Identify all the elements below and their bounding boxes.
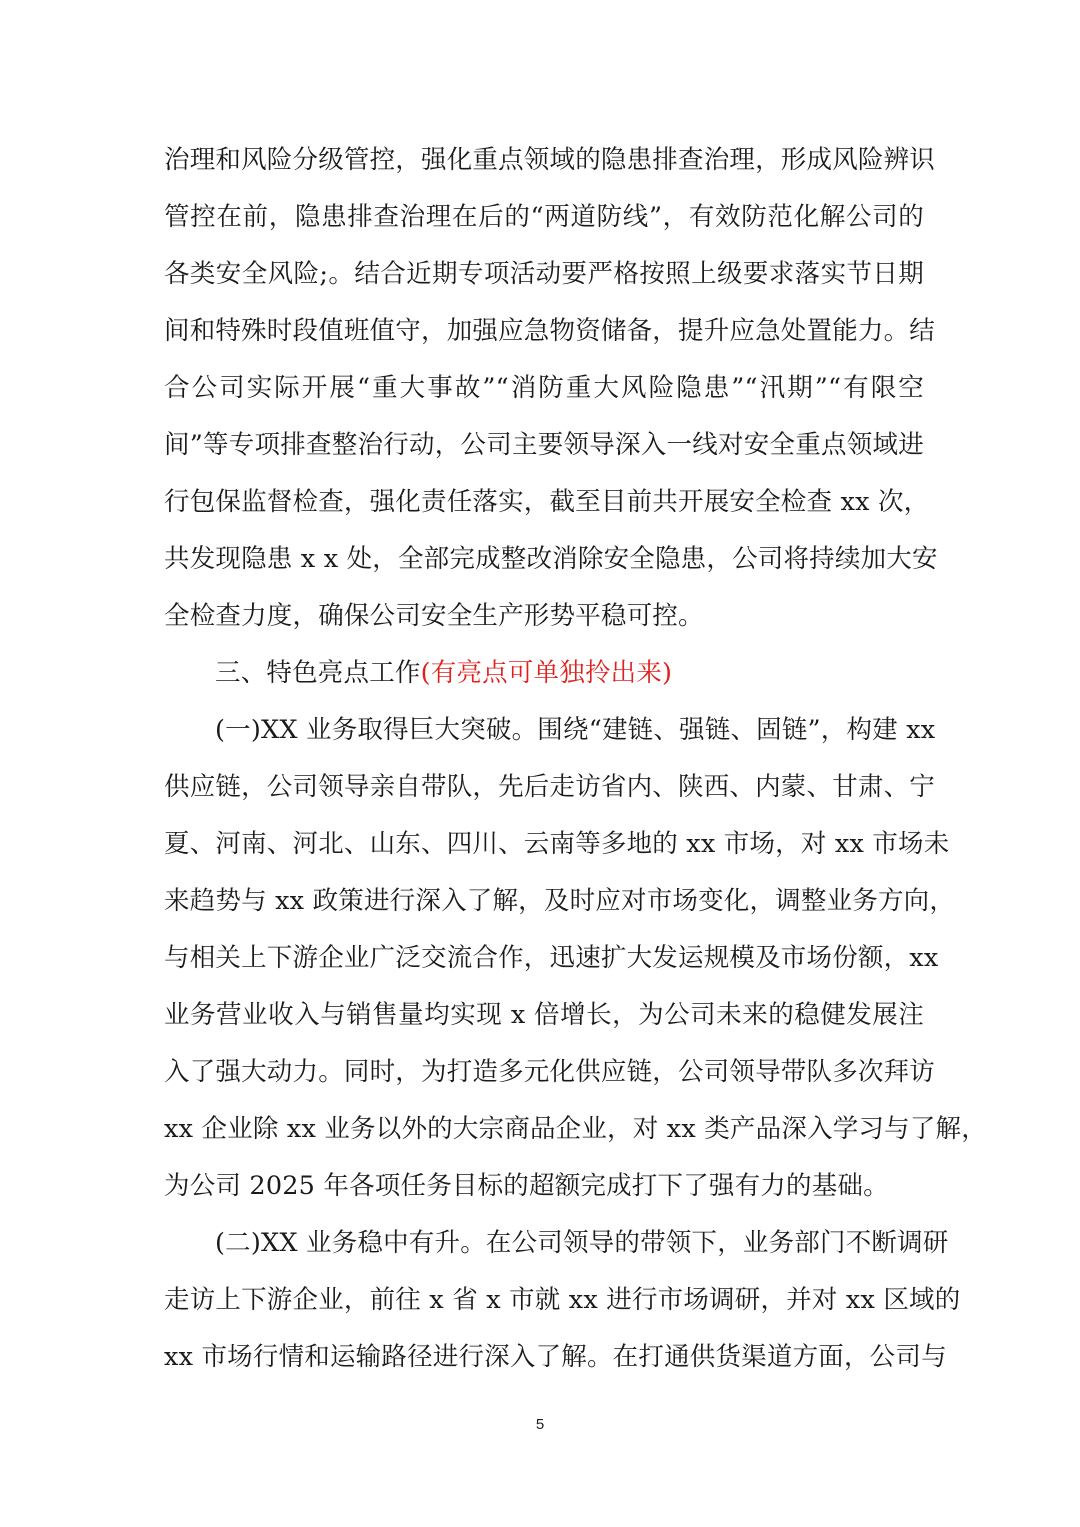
paragraph-line: 夏、河南、河北、山东、四川、云南等多地的 xx 市场，对 xx 市场未 — [164, 829, 950, 859]
paragraph-line: 合公司实际开展“重大事故”“消防重大风险隐患”“汛期”“有限空 — [164, 373, 924, 403]
paragraph-line: 供应链，公司领导亲自带队，先后走访省内、陕西、内蒙、甘肃、宁 — [164, 772, 936, 802]
section-heading-note: (有亮点可单独拎出来) — [420, 658, 673, 688]
paragraph-line: 管控在前，隐患排查治理在后的“两道防线”，有效防范化解公司的 — [164, 202, 924, 232]
document-body — [164, 132, 987, 1386]
paragraph-line: 行包保监督检查，强化责任落实，截至目前共开展安全检查 xx 次， — [164, 487, 930, 517]
paragraph-line: 入了强大动力。同时，为打造多元化供应链，公司领导带队多次拜访 — [164, 1057, 936, 1087]
paragraph-line: 来趋势与 xx 政策进行深入了解，及时应对市场变化，调整业务方向， — [164, 886, 956, 916]
paragraph-line: 全检查力度，确保公司安全生产形势平稳可控。 — [164, 601, 704, 631]
paragraph-business-breakthrough — [164, 702, 987, 1215]
paragraph-line: (一)XX 业务取得巨大突破。围绕“建链、强链、固链”，构建 xx — [215, 715, 936, 745]
paragraph-line: 与相关上下游企业广泛交流合作，迅速扩大发运规模及市场份额，xx — [164, 943, 939, 973]
paragraph-line: (二)XX 业务稳中有升。在公司领导的带领下，业务部门不断调研 — [215, 1228, 949, 1258]
paragraph-line: 间和特殊时段值班值守，加强应急物资储备，提升应急处置能力。结 — [164, 316, 936, 346]
section-heading-title: 三、特色亮点工作 — [215, 658, 421, 688]
section-heading — [164, 645, 924, 702]
paragraph-line: 走访上下游企业，前往 x 省 x 市就 xx 进行市场调研，并对 xx 区域的 — [164, 1285, 961, 1315]
paragraph-line: xx 企业除 xx 业务以外的大宗商品企业，对 xx 类产品深入学习与了解， — [164, 1114, 987, 1144]
paragraph-safety-inspection — [164, 132, 938, 645]
page-number: 5 — [535, 1416, 545, 1433]
paragraph-line: 业务营业收入与销售量均实现 x 倍增长，为公司未来的稳健发展注 — [164, 1000, 924, 1030]
paragraph-line: 间”等专项排查整治行动，公司主要领导深入一线对安全重点领域进 — [164, 430, 924, 460]
paragraph-line: 各类安全风险;。结合近期专项活动要严格按照上级要求落实节日期 — [164, 259, 924, 289]
paragraph-business-steady-growth — [164, 1215, 961, 1386]
paragraph-line: xx 市场行情和运输路径进行深入了解。在打通供货渠道方面，公司与 — [164, 1342, 947, 1372]
paragraph-line: 治理和风险分级管控，强化重点领域的隐患排查治理，形成风险辨识 — [164, 145, 936, 175]
paragraph-line: 共发现隐患 x x 处，全部完成整改消除安全隐患，公司将持续加大安 — [164, 544, 938, 574]
paragraph-line: 为公司 2025 年各项任务目标的超额完成打下了强有力的基础。 — [164, 1171, 889, 1201]
